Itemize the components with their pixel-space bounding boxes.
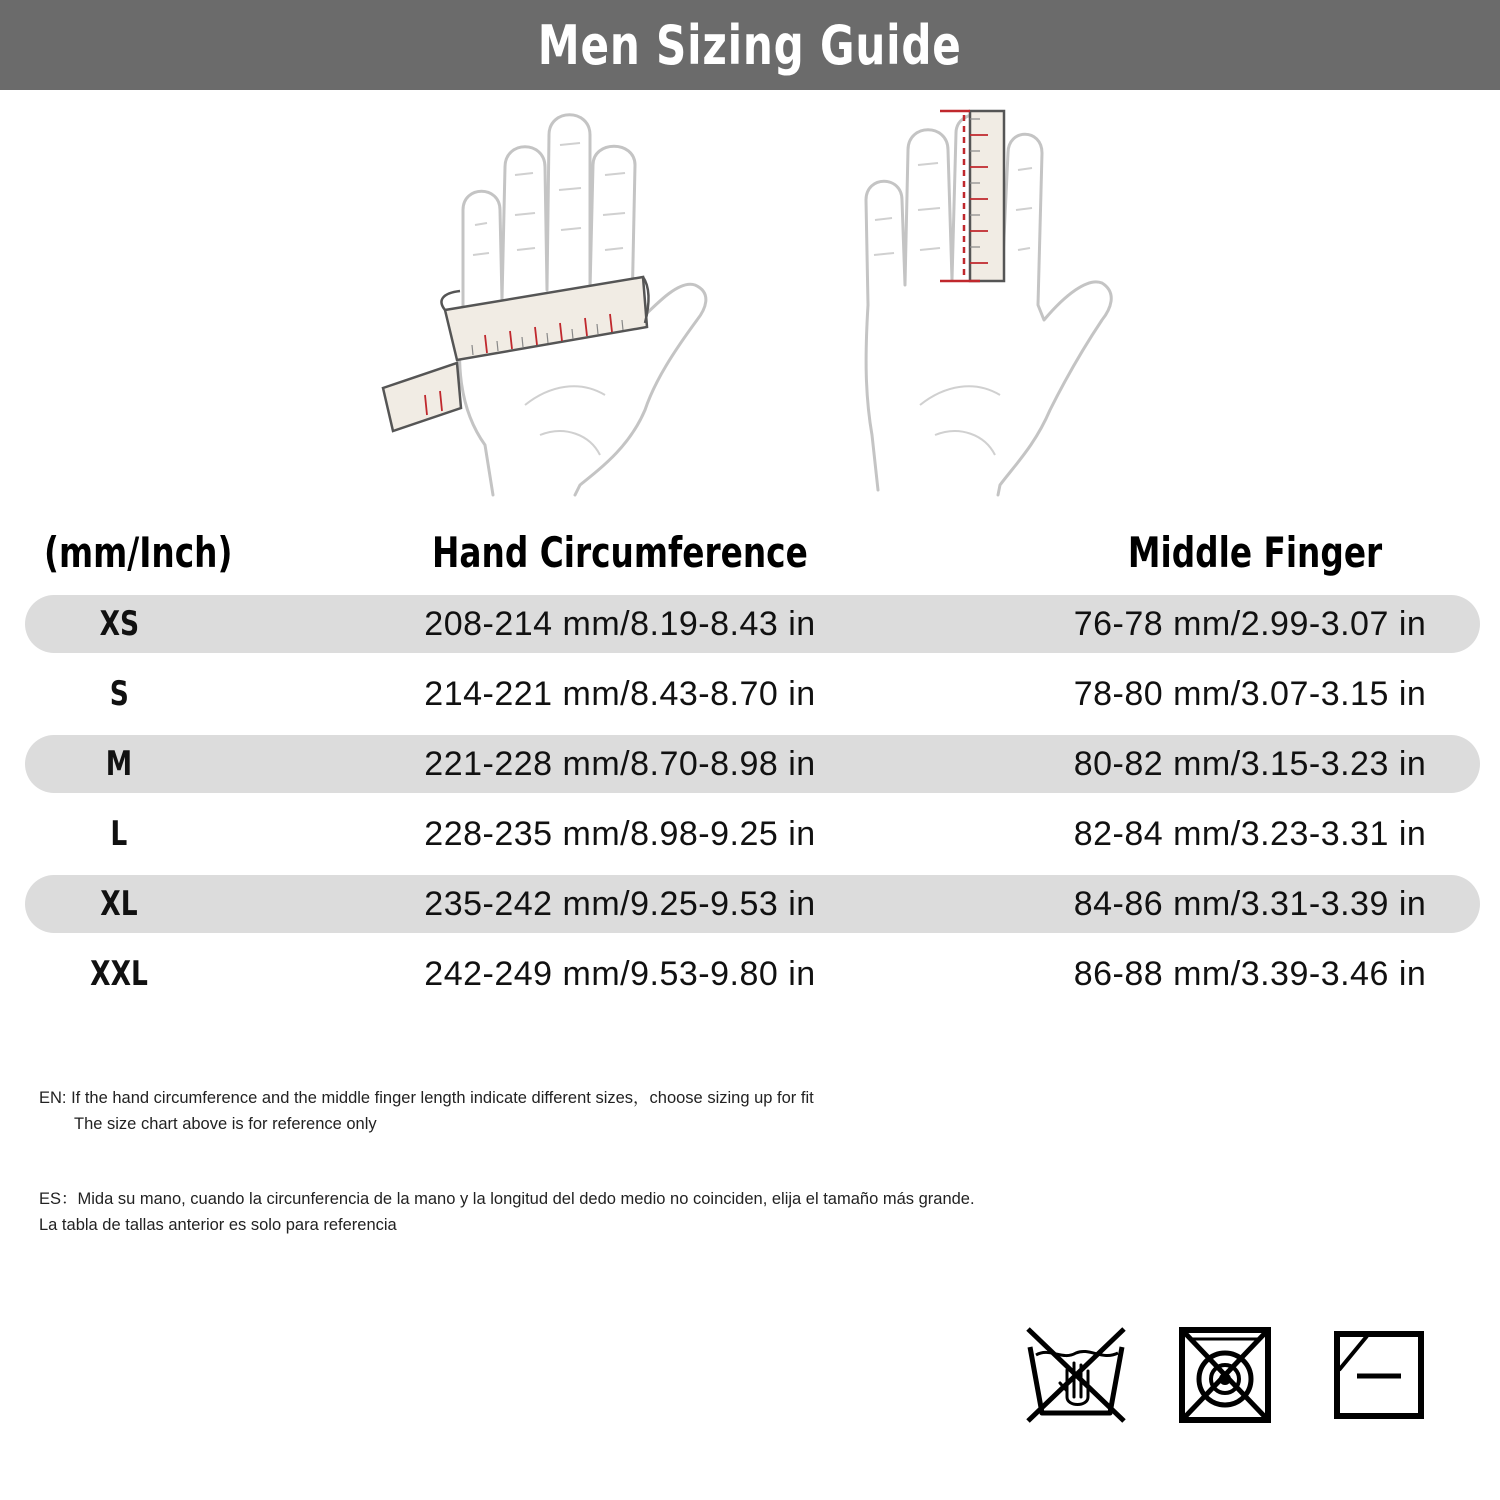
hand-circumference-header: Hand Circumference bbox=[432, 527, 808, 577]
do-not-tumble-dry-icon bbox=[1177, 1325, 1273, 1429]
unit-label: (mm/Inch) bbox=[44, 527, 233, 577]
middle-finger-value: 80-82 mm/3.15-3.23 in bbox=[1073, 744, 1427, 783]
note-spanish-line2: La tabla de tallas anterior es solo para referencia bbox=[39, 1216, 397, 1234]
hand-circumference-value: 242-249 mm/9.53-9.80 in bbox=[424, 954, 816, 993]
dry-flat-icon bbox=[1333, 1330, 1425, 1424]
header-bar bbox=[0, 0, 1500, 90]
page-title: Men Sizing Guide bbox=[538, 13, 962, 77]
size-label: M bbox=[105, 744, 133, 784]
size-table bbox=[25, 595, 1480, 1015]
hand-circumference-illustration bbox=[375, 105, 725, 500]
table-row bbox=[25, 735, 1480, 793]
hand-circumference-value: 221-228 mm/8.70-8.98 in bbox=[424, 744, 816, 783]
middle-finger-value: 76-78 mm/2.99-3.07 in bbox=[1073, 604, 1427, 643]
table-row bbox=[25, 875, 1480, 933]
size-label: XXL bbox=[90, 954, 148, 994]
size-label: XL bbox=[100, 884, 138, 924]
size-label: L bbox=[110, 814, 128, 854]
middle-finger-header: Middle Finger bbox=[1127, 527, 1383, 577]
hand-circumference-value: 208-214 mm/8.19-8.43 in bbox=[424, 604, 816, 643]
hand-circumference-value: 214-221 mm/8.43-8.70 in bbox=[424, 674, 816, 713]
note-english bbox=[39, 1085, 814, 1137]
table-row bbox=[25, 595, 1480, 653]
middle-finger-value: 78-80 mm/3.07-3.15 in bbox=[1073, 674, 1427, 713]
hand-circumference-value: 228-235 mm/8.98-9.25 in bbox=[424, 814, 816, 853]
middle-finger-value: 86-88 mm/3.39-3.46 in bbox=[1073, 954, 1427, 993]
hand-circumference-value: 235-242 mm/9.25-9.53 in bbox=[424, 884, 816, 923]
table-row bbox=[25, 805, 1480, 863]
middle-finger-illustration bbox=[860, 105, 1120, 500]
note-spanish-line1: ES：Mida su mano, cuando la circunferencia de la mano y la longitud del dedo medio no coinciden, elija el tamaño más grande. bbox=[39, 1190, 975, 1208]
note-english-line1: EN: If the hand circumference and the middle finger length indicate different sizes，choose sizing up for fit bbox=[39, 1089, 814, 1107]
table-row bbox=[25, 945, 1480, 1003]
note-spanish bbox=[39, 1186, 975, 1238]
size-label: XS bbox=[99, 604, 139, 644]
note-english-line2: The size chart above is for reference only bbox=[74, 1115, 377, 1133]
middle-finger-value: 84-86 mm/3.31-3.39 in bbox=[1073, 884, 1427, 923]
middle-finger-value: 82-84 mm/3.23-3.31 in bbox=[1073, 814, 1427, 853]
do-not-wash-icon bbox=[1022, 1325, 1132, 1429]
size-label: S bbox=[109, 674, 129, 714]
table-row bbox=[25, 665, 1480, 723]
